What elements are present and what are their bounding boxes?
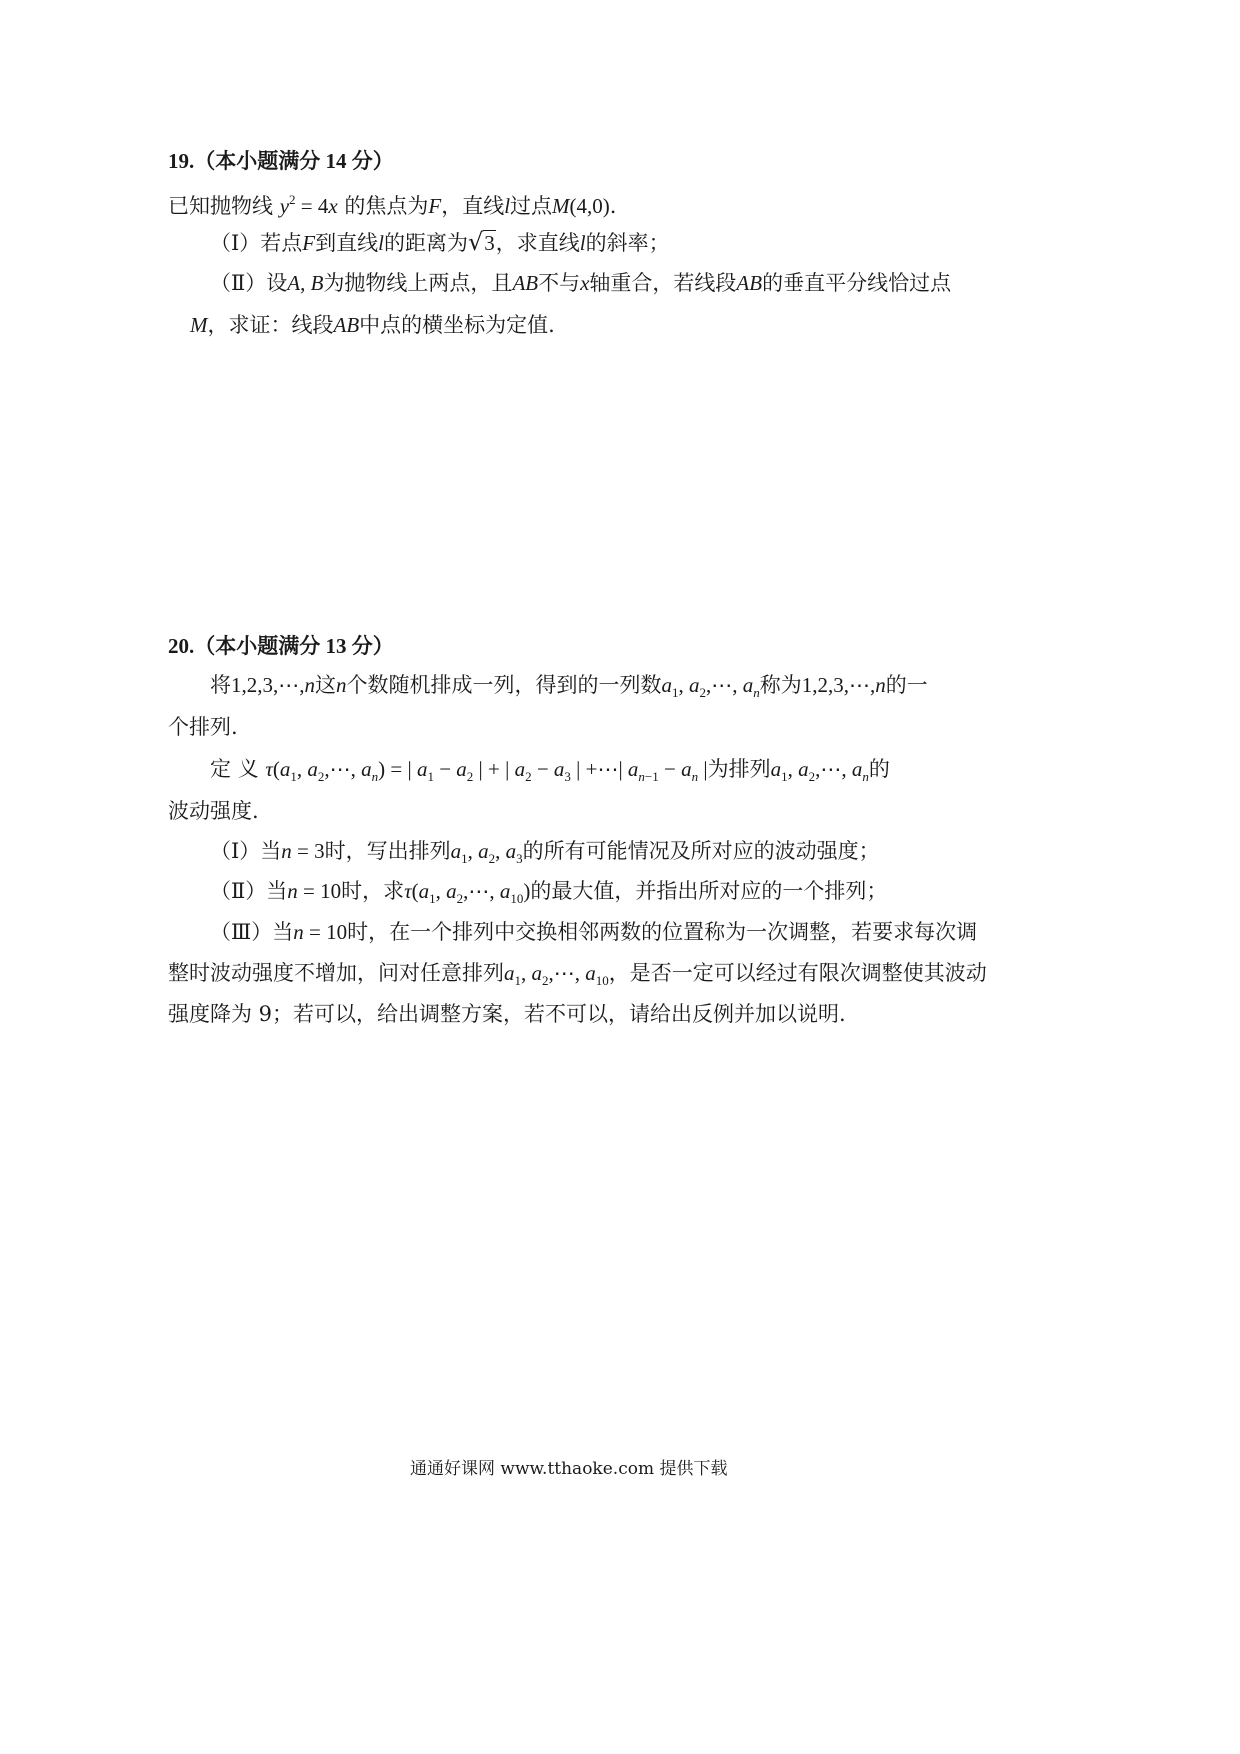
q20-line1: 将1,2,3,⋯,n这n个数随机排成一列，得到的一列数$a_1$, $a_2,\cdots$, $a_n$称为1,2,3,⋯,n的一 [210,673,928,700]
q20-line4: 波动强度. [168,799,259,823]
q20-line2: 个排列. [168,715,238,739]
q20-part3-line1: （Ⅲ）当n = 10时，在一个排列中交换相邻两数的位置称为一次调整，若要求每次调 [210,920,978,944]
sqrt-symbol: √ [467,228,484,256]
q20-title: 20.（本小题满分 13 分） [168,634,394,658]
q19-intro: 已知抛物线 $y^2 = 4x$ 的焦点为F，直线l过点M(4,0). [168,192,617,218]
q19-part2-line1: （Ⅱ）设A, B为抛物线上两点，且AB不与x轴重合，若线段AB的垂直平分线恰过点 [210,271,952,295]
q19-part2-line2: M，求证：线段AB中点的横坐标为定值. [190,313,555,337]
footer-credit: 通通好课网 www.tthaoke.com 提供下载 [410,1459,728,1479]
q20-definition: 定 义 $\tau(a_1$, $a_2,\cdots$, $a_n$) = | $a_1 - a_2$ | + | $a_2 - a_3$ | +⋯| $a_{n-1} - a_n$ |为排列$a_1$, $a_2,\cdots$, $a_n$的 [210,757,890,784]
q20-part3-line3: 强度降为 9；若可以，给出调整方案，若不可以，请给出反例并加以说明. [168,1002,846,1026]
q19-part1: （Ⅰ）若点F到直线l的距离为√3，求直线l的斜率； [210,228,670,256]
q20-part3-line2: 整时波动强度不增加，问对任意排列$a_1$, $a_2,\cdots$, $a_{10}$，是否一定可以经过有限次调整使其波动 [168,961,987,988]
q20-part2: （Ⅱ）当n = 10时，求$\tau(a_1$, $a_2,\cdots$, $a_{10}$)的最大值，并指出所对应的一个排列； [210,879,888,906]
q19-title: 19.（本小题满分 14 分） [168,149,394,173]
q20-part1: （Ⅰ）当n = 3时，写出排列$a_1$, $a_2$, $a_3$的所有可能情况及所对应的波动强度； [210,839,880,866]
